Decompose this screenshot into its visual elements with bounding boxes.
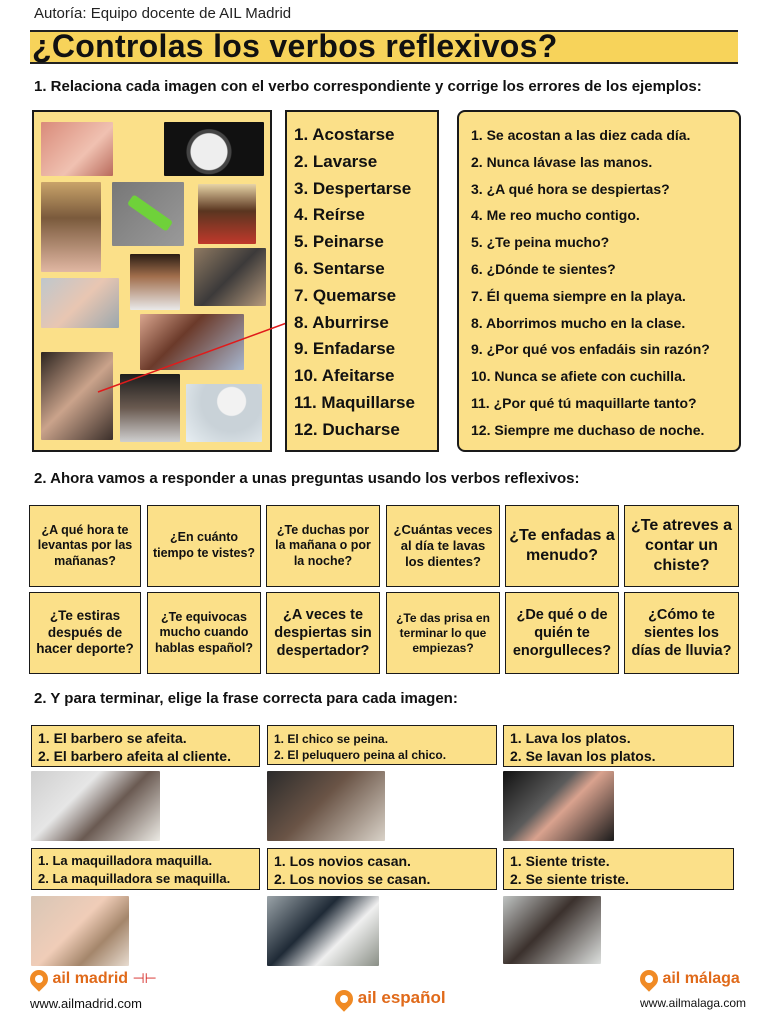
author-credit: Autoría: Equipo docente de AIL Madrid <box>34 5 292 22</box>
ail-espanol-logo <box>335 988 446 1008</box>
verb-item: 12. Ducharse <box>294 419 400 439</box>
example-item: 2. Nunca lávase las manos. <box>471 153 653 170</box>
verb-item: 6. Sentarse <box>294 258 385 278</box>
question-card: ¿En cuánto tiempo te vistes? <box>147 505 261 587</box>
question-card: ¿Te das prisa en terminar lo que empiezas? <box>386 592 500 674</box>
example-item: 8. Aborrimos mucho en la clase. <box>471 314 686 331</box>
verb-item: 3. Despertarse <box>294 178 412 198</box>
option-line: 2. Se siente triste. <box>510 871 630 887</box>
photo-washing-dishes <box>503 771 614 841</box>
option-line: 1. Lava los platos. <box>510 730 631 746</box>
question-card: ¿Te enfadas a menudo? <box>505 505 619 587</box>
question-card: ¿Te estiras después de hacer deporte? <box>29 592 141 674</box>
option-line: 1. La maquilladora maquilla. <box>38 853 213 868</box>
photo-barber-shaving <box>31 771 160 841</box>
verb-list <box>285 110 439 452</box>
section2-instruction: 2. Ahora vamos a responder a unas preguntas usando los verbos reflexivos: <box>34 470 580 487</box>
photo-sad-woman <box>503 896 601 964</box>
location-pin-icon <box>26 966 51 991</box>
section1-instruction: 1. Relaciona cada imagen con el verbo correspondiente y corrige los errores de los ejemplos: <box>34 78 702 95</box>
option-line: 2. Se lavan los platos. <box>510 748 656 764</box>
example-item: 1. Se acostan a las diez cada día. <box>471 127 691 143</box>
question-card: ¿Te atreves a contar un chiste? <box>624 505 739 587</box>
question-card: ¿Cómo te sientes los días de lluvia? <box>624 592 739 674</box>
spain-flag-icon: ⊣⊢ <box>132 970 157 987</box>
page-title: ¿Controlas los verbos reflexivos? <box>32 28 558 64</box>
example-item: 4. Me reo mucho contigo. <box>471 207 640 224</box>
option-box <box>267 848 497 890</box>
question-card: ¿A veces te despiertas sin despertador? <box>266 592 380 674</box>
example-item: 7. Él quema siempre en la playa. <box>471 287 686 304</box>
location-pin-icon <box>636 966 661 991</box>
option-box <box>267 725 497 765</box>
question-card: ¿Cuántas veces al día te lavas los dientes? <box>386 505 500 587</box>
photo-wedding-couple <box>267 896 379 966</box>
option-line: 2. La maquilladora se maquilla. <box>38 871 231 886</box>
question-card: ¿Te equivocas mucho cuando hablas español? <box>147 592 261 674</box>
verb-item: 4. Reírse <box>294 205 365 225</box>
example-item: 6. ¿Dónde te sientes? <box>471 260 616 277</box>
location-pin-icon <box>331 986 356 1011</box>
right-website-link[interactable]: www.ailmalaga.com <box>640 996 747 1010</box>
option-line: 1. Siente triste. <box>510 853 610 869</box>
verb-item: 10. Afeitarse <box>294 366 395 386</box>
example-item: 12. Siempre me duchaso de noche. <box>471 421 705 438</box>
question-card: ¿De qué o de quién te enorgulleces? <box>505 592 619 674</box>
question-card: ¿A qué hora te levantas por las mañanas? <box>29 505 141 587</box>
verb-item: 11. Maquillarse <box>294 392 415 412</box>
section3-instruction: 2. Y para terminar, elige la frase correcta para cada imagen: <box>34 690 458 707</box>
verb-item: 5. Peinarse <box>294 232 384 252</box>
logo-label: ail málaga <box>662 970 740 988</box>
option-box <box>503 725 734 767</box>
ail-madrid-logo <box>30 970 157 988</box>
option-box <box>31 848 260 890</box>
option-line: 1. El barbero se afeita. <box>38 730 187 746</box>
example-item: 9. ¿Por qué vos enfadáis sin razón? <box>471 341 710 358</box>
example-item: 5. ¿Te peina mucho? <box>471 234 610 251</box>
photo-hairdresser <box>267 771 385 841</box>
logo-label: ail español <box>357 988 446 1007</box>
option-line: 2. El barbero afeita al cliente. <box>38 748 231 764</box>
left-website-link[interactable]: www.ailmadrid.com <box>30 996 142 1011</box>
logo-label: ail madrid <box>52 970 129 988</box>
answer-line <box>98 321 292 392</box>
ail-malaga-logo <box>640 970 740 988</box>
verb-item: 9. Enfadarse <box>294 339 396 359</box>
verb-item: 1. Acostarse <box>294 125 395 144</box>
option-box <box>31 725 260 767</box>
verb-item: 7. Quemarse <box>294 285 397 305</box>
option-line: 1. El chico se peina. <box>274 732 389 746</box>
option-line: 1. Los novios casan. <box>274 853 411 869</box>
option-line: 2. El peluquero peina al chico. <box>274 748 447 762</box>
option-line: 2. Los novios se casan. <box>274 871 431 887</box>
option-box <box>503 848 734 890</box>
example-item: 3. ¿A qué hora se despiertas? <box>471 180 670 197</box>
verb-item: 8. Aburrirse <box>294 312 389 332</box>
example-item: 10. Nunca se afiete con cuchilla. <box>471 368 686 385</box>
example-item: 11. ¿Por qué tú maquillarte tanto? <box>471 394 697 411</box>
question-card: ¿Te duchas por la mañana o por la noche? <box>266 505 380 587</box>
example-sentences <box>457 110 741 452</box>
photo-makeup-artist <box>31 896 129 966</box>
verb-item: 2. Lavarse <box>294 151 378 171</box>
